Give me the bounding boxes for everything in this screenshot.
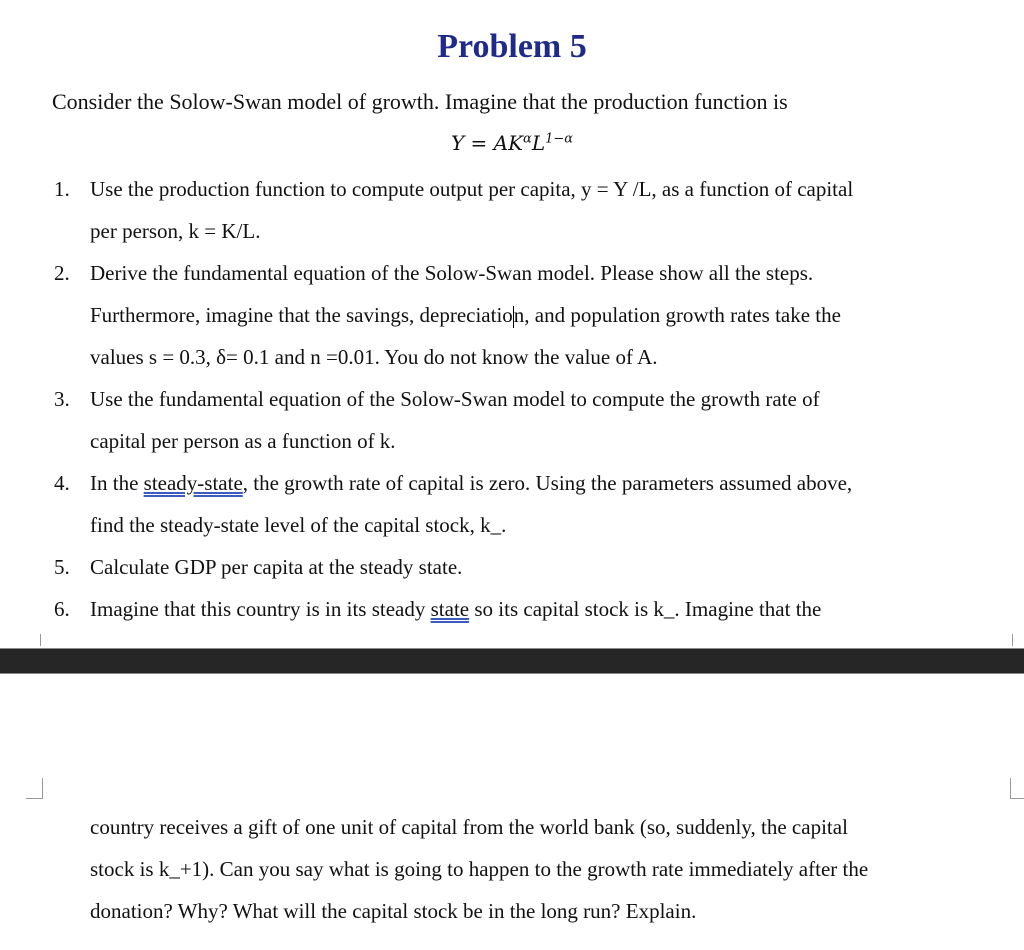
item-text-line: Use the fundamental equation of the Solow-Swan model to compute the growth rate of bbox=[90, 387, 820, 411]
eq-base-l: L bbox=[531, 131, 546, 155]
eq-exp-one-minus-alpha: 1−α bbox=[545, 131, 574, 147]
item-number: 1. bbox=[54, 177, 70, 201]
text-span: so its capital stock is k_. Imagine that the bbox=[469, 597, 822, 621]
item-text-line: find the steady-state level of the capital stock, k_. bbox=[90, 513, 507, 537]
eq-base-k: AK bbox=[493, 131, 524, 155]
text-span: Furthermore, imagine that the savings, depreciatio bbox=[90, 303, 513, 327]
text-span: In the bbox=[90, 471, 144, 495]
margin-corner-marker bbox=[26, 778, 43, 799]
intro-paragraph: Consider the Solow-Swan model of growth. Imagine that the production function is bbox=[52, 89, 788, 114]
item-text-line: stock is k_+1). Can you say what is going to happen to the growth rate immediately after the bbox=[90, 857, 869, 881]
margin-marker bbox=[40, 634, 41, 646]
item-number: 2. bbox=[54, 261, 70, 285]
text-span: Imagine that this country is in its steady bbox=[90, 597, 431, 621]
item-text-line: donation? Why? What will the capital stock be in the long run? Explain. bbox=[90, 899, 697, 923]
continued-paragraph bbox=[90, 806, 1010, 932]
item-text-line: Use the production function to compute output per capita, y = Y /L, as a function of capital bbox=[90, 177, 854, 201]
margin-corner-marker bbox=[1010, 778, 1024, 799]
item-number: 6. bbox=[54, 597, 70, 621]
production-function-equation bbox=[0, 131, 1024, 155]
item-number: 5. bbox=[54, 555, 70, 579]
item-number: 3. bbox=[54, 387, 70, 411]
eq-exp-alpha: α bbox=[523, 131, 532, 147]
margin-marker bbox=[1012, 634, 1013, 646]
list-item-2 bbox=[0, 252, 1024, 378]
item-text-line bbox=[90, 294, 1024, 336]
spellcheck-underlined-word[interactable]: steady-state bbox=[143, 471, 243, 495]
eq-equals: = bbox=[470, 131, 488, 155]
item-text-line bbox=[90, 588, 1024, 630]
eq-lhs: Y bbox=[450, 131, 465, 155]
problem-title: Problem 5 bbox=[437, 28, 587, 65]
item-text-line: capital per person as a function of k. bbox=[90, 429, 396, 453]
item-text-line: Derive the fundamental equation of the Solow-Swan model. Please show all the steps. bbox=[90, 261, 814, 285]
item-text-line: values s = 0.3, δ= 0.1 and n =0.01. You do not know the value of A. bbox=[90, 345, 658, 369]
list-item-6 bbox=[0, 588, 1024, 630]
list-item-4 bbox=[0, 462, 1024, 546]
list-item-5 bbox=[0, 546, 1024, 588]
text-span: , the growth rate of capital is zero. Using the parameters assumed above, bbox=[242, 471, 853, 495]
item-text-line: Calculate GDP per capita at the steady state. bbox=[90, 555, 463, 579]
item-text-line bbox=[90, 462, 1024, 504]
spellcheck-underlined-word[interactable]: state bbox=[430, 597, 470, 621]
item-text-line: per person, k = K/L. bbox=[90, 219, 261, 243]
page-break-gap bbox=[0, 648, 1024, 674]
question-list bbox=[0, 168, 1024, 630]
item-number: 4. bbox=[54, 471, 70, 495]
list-item-3 bbox=[0, 378, 1024, 462]
item-text-line: country receives a gift of one unit of capital from the world bank (so, suddenly, the capital bbox=[90, 815, 848, 839]
text-span: n, and population growth rates take the bbox=[513, 303, 841, 327]
list-item-1 bbox=[0, 168, 1024, 252]
